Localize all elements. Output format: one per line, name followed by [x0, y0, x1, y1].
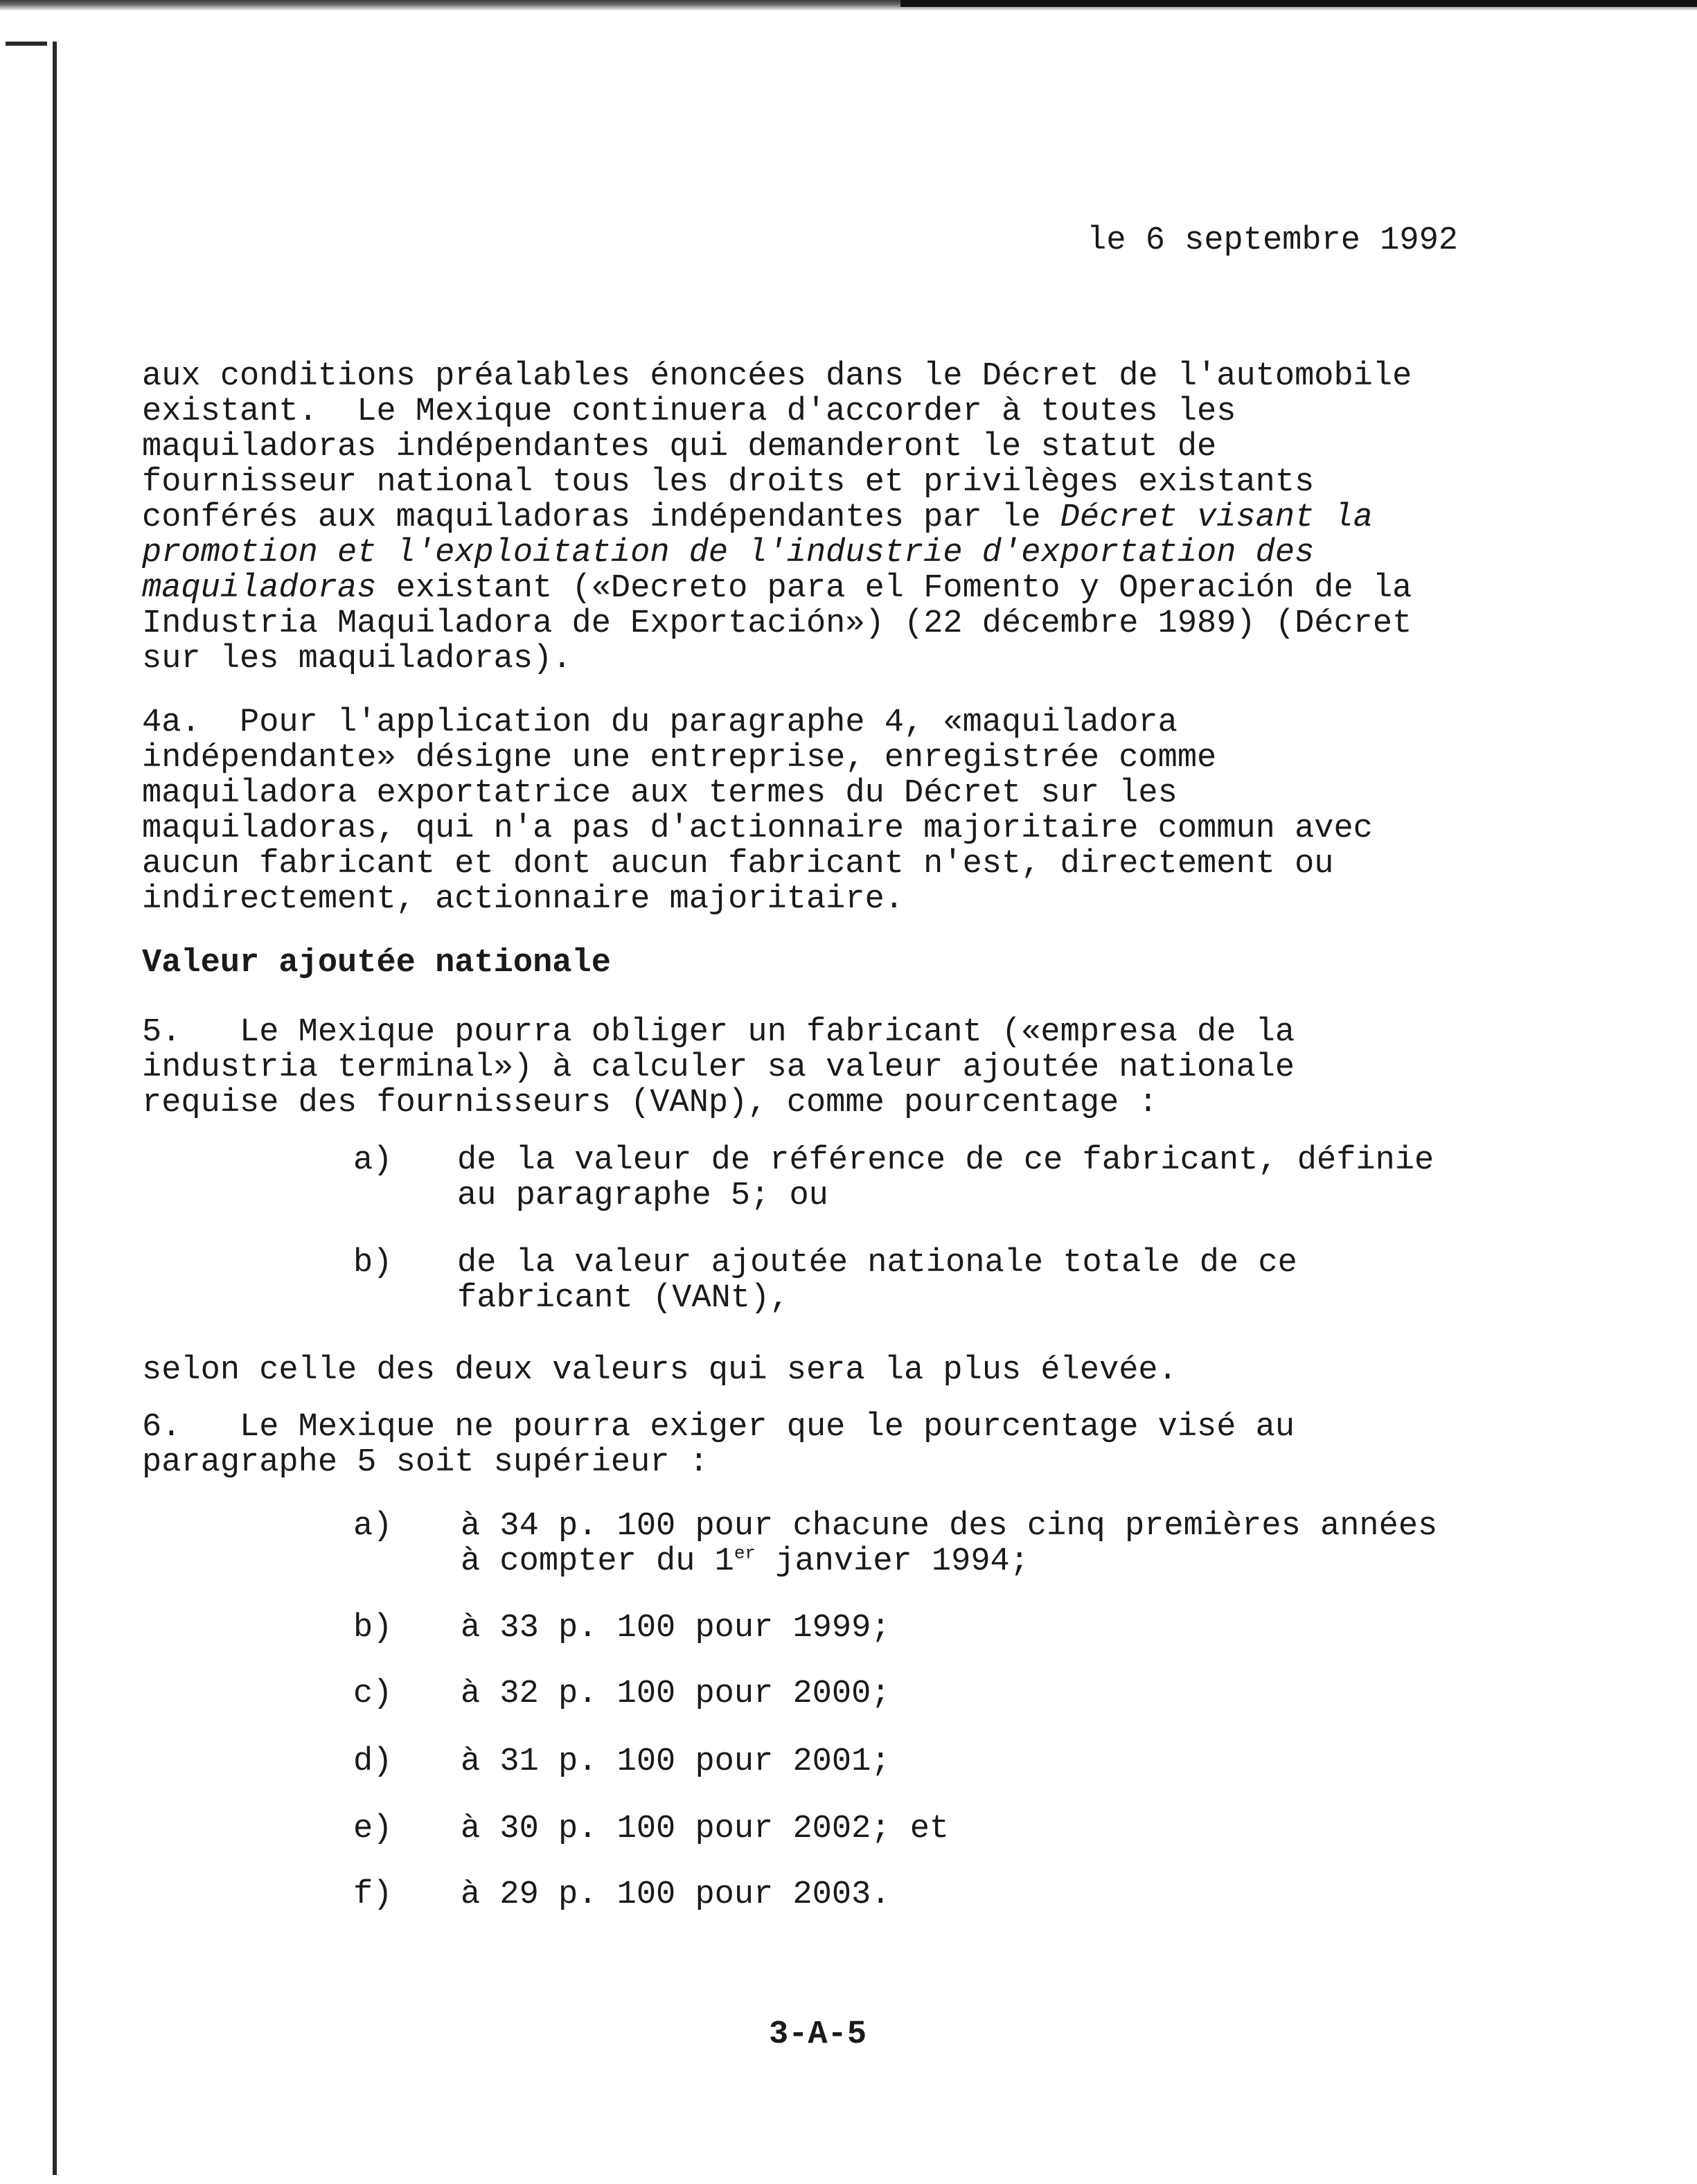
- list-item-text: de la valeur de référence de ce fabricant, définie au paragraphe 5; ou: [457, 1142, 1434, 1214]
- scan-edge-left: [53, 42, 57, 2175]
- list-item-text: de la valeur ajoutée nationale totale de ce fabricant (VANt),: [457, 1245, 1297, 1317]
- paragraph-5: 5. Le Mexique pourra obliger un fabricant («empresa de la industria terminal») à calculer sa valeur ajoutée nationale requise des fournisseurs (VANp), comme pourcentage :: [142, 1014, 1295, 1121]
- list-item-label: c): [353, 1676, 393, 1712]
- paragraph-continued-text-2: existant («Decreto para el Fomento y Operación de la Industria Maquiladora de Exportación») (22 décembre 1989) (Décret sur les maquiladoras).: [142, 570, 1412, 677]
- list-item-text-line2-end: janvier 1994;: [756, 1543, 1029, 1580]
- ordinal-superscript: er: [734, 1543, 756, 1564]
- decree-title-italic: Décret visant la promotion et l'exploitation de l'industrie d'exportation des maquiladoras: [142, 499, 1373, 607]
- document-page: [142, 0, 1493, 2184]
- list-item-text-line2: à compter du 1: [461, 1543, 734, 1580]
- paragraph-continued: [142, 359, 1493, 677]
- list-item-label: b): [353, 1245, 393, 1281]
- paragraph-4a: 4a. Pour l'application du paragraphe 4, «maquiladora indépendante» désigne une entreprise, enregistrée comme maquiladora exportatrice aux termes du Décret sur les maquiladoras, qui n'a pas d'actionnaire majoritaire commun avec aucun fabricant et dont aucun fabricant n'est, directement ou indirectement, actionnaire majoritaire.: [142, 704, 1373, 918]
- paragraph-5-closing: selon celle des deux valeurs qui sera la plus élevée.: [142, 1352, 1178, 1389]
- list-item-label: f): [353, 1876, 393, 1913]
- section-heading: Valeur ajoutée nationale: [142, 945, 611, 982]
- document-date: le 6 septembre 1992: [1087, 222, 1458, 259]
- list-item-text: à 31 p. 100 pour 2001;: [461, 1743, 891, 1780]
- list-item-text: [461, 1509, 1493, 1579]
- list-item-text-line1: à 34 p. 100 pour chacune des cinq premières années: [461, 1508, 1438, 1545]
- list-item-text: à 29 p. 100 pour 2003.: [461, 1876, 891, 1913]
- list-item-text: à 33 p. 100 pour 1999;: [461, 1610, 891, 1646]
- list-item-label: a): [353, 1508, 393, 1545]
- list-item-label: b): [353, 1610, 393, 1646]
- page-number: 3-A-5: [769, 2016, 867, 2053]
- list-item-label: e): [353, 1811, 393, 1847]
- list-item-label: a): [353, 1142, 393, 1179]
- list-item-label: d): [353, 1743, 393, 1780]
- scan-edge-mark: [6, 42, 47, 46]
- paragraph-continued-text-1: aux conditions préalables énoncées dans le Décret de l'automobile existant. Le Mexique continuera d'accorder à toutes les maquiladoras indépendantes qui demanderont le statut de fournisseur national tous les droits et privilèges existants conférés aux maquiladoras indépendantes par le: [142, 358, 1412, 536]
- list-item-text: à 32 p. 100 pour 2000;: [461, 1676, 891, 1712]
- paragraph-6: 6. Le Mexique ne pourra exiger que le pourcentage visé au paragraphe 5 soit supérieur :: [142, 1409, 1295, 1481]
- list-item-text: à 30 p. 100 pour 2002; et: [461, 1811, 950, 1847]
